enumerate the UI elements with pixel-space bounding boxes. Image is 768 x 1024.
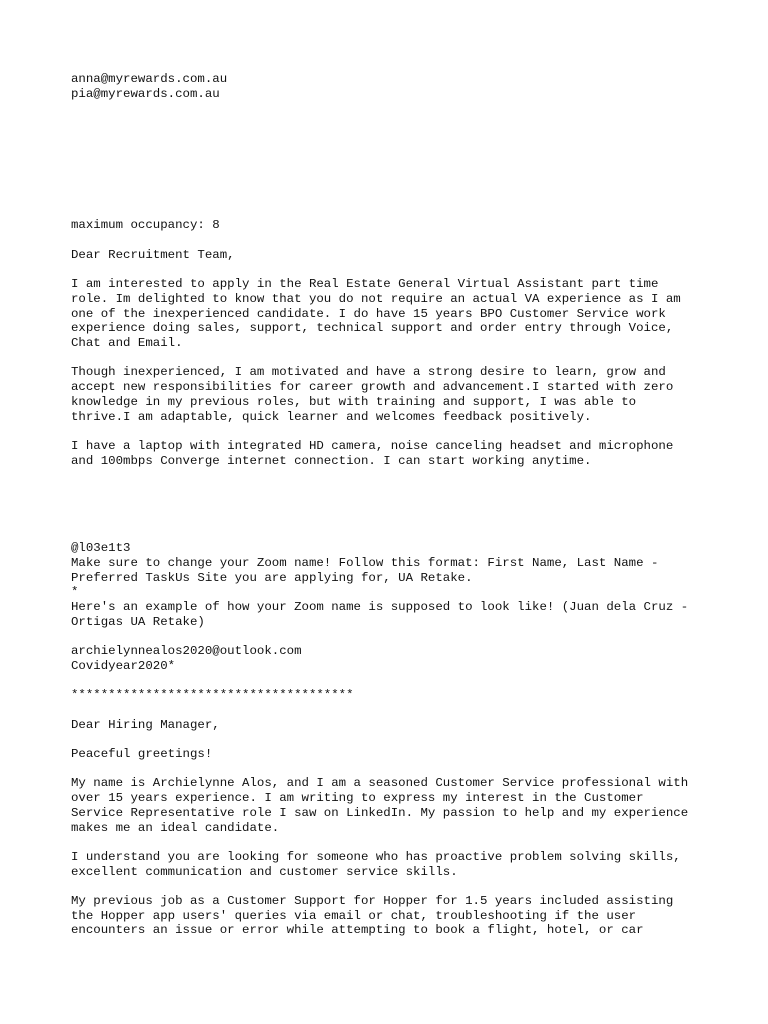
spacer bbox=[71, 732, 731, 747]
credential-password: Covidyear2020* bbox=[71, 658, 176, 673]
zoom-example: Here's an example of how your Zoom name is supposed to look like! (Juan dela Cruz - Ortigas UA Retake) bbox=[71, 600, 689, 629]
credentials bbox=[71, 644, 731, 673]
spacer bbox=[71, 263, 731, 278]
letter-paragraph: I have a laptop with integrated HD camera, noise canceling headset and microphone and 100mbps Converge internet connection. I can start working anytime. bbox=[71, 438, 674, 468]
spacer bbox=[71, 879, 731, 894]
letter-paragraph: I understand you are looking for someone who has proactive problem solving skills, excellent communication and customer service skills. bbox=[71, 849, 681, 879]
zoom-handle: @l03e1t3 bbox=[71, 541, 131, 556]
letter-paragraph: Though inexperienced, I am motivated and have a strong desire to learn, grow and accept new responsibilities for career growth and advancement.I started with zero knowledge in my previous roles, but with training and support, I was able to thrive.I am adaptable, quick learner and welcomes feedback positively. bbox=[71, 365, 674, 424]
spacer bbox=[71, 424, 731, 439]
spacer bbox=[71, 762, 731, 777]
letter-paragraph: My name is Archielynne Alos, and I am a seasoned Customer Service professional with over 15 years experience. I am writing to express my interest in the Customer Service Representative role I saw on LinkedIn. My passion to help and my experience makes me an ideal candidate. bbox=[71, 776, 689, 835]
letter-paragraph: I am interested to apply in the Real Estate General Virtual Assistant part time role. Im delighted to know that you do not require an actual VA experience as I am one of the inexperienced candidate. I do have 15 years BPO Customer Service work experience doing sales, support, technical support and order entry through Voice, Chat and Email. bbox=[71, 277, 681, 350]
letter-greeting: Peaceful greetings! bbox=[71, 747, 213, 762]
contact-email-anna: anna@myrewards.com.au bbox=[71, 72, 228, 86]
letter-paragraph: My previous job as a Customer Support for Hopper for 1.5 years included assisting the Hopper app users' queries via email or chat, troubleshooting if the user encounters an issue or error while attempting to book a flight, hotel, or car bbox=[71, 894, 674, 938]
spacer bbox=[71, 835, 731, 850]
spacer bbox=[71, 468, 731, 541]
letter-salutation: Dear Hiring Manager, bbox=[71, 717, 220, 732]
spacer bbox=[71, 351, 731, 366]
hiring-letter bbox=[71, 718, 731, 938]
zoom-instruction: Make sure to change your Zoom name! Follow this format: First Name, Last Name - Preferred TaskUs Site you are applying for, UA Retake. * bbox=[71, 556, 659, 600]
spacer bbox=[71, 674, 731, 689]
zoom-note bbox=[71, 541, 731, 629]
spacer bbox=[71, 630, 731, 645]
spacer bbox=[71, 703, 731, 718]
section-divider: ************************************** bbox=[71, 688, 354, 703]
letter-salutation: Dear Recruitment Team, bbox=[71, 247, 235, 262]
contact-email-pia: pia@myrewards.com.au bbox=[71, 86, 220, 101]
spacer bbox=[71, 233, 731, 248]
contact-list bbox=[71, 72, 731, 101]
spacer bbox=[71, 101, 731, 218]
recruitment-letter bbox=[71, 248, 731, 469]
occupancy-note: maximum occupancy: 8 bbox=[71, 218, 220, 233]
credential-email: archielynnealos2020@outlook.com bbox=[71, 644, 302, 659]
document-page bbox=[71, 72, 731, 938]
